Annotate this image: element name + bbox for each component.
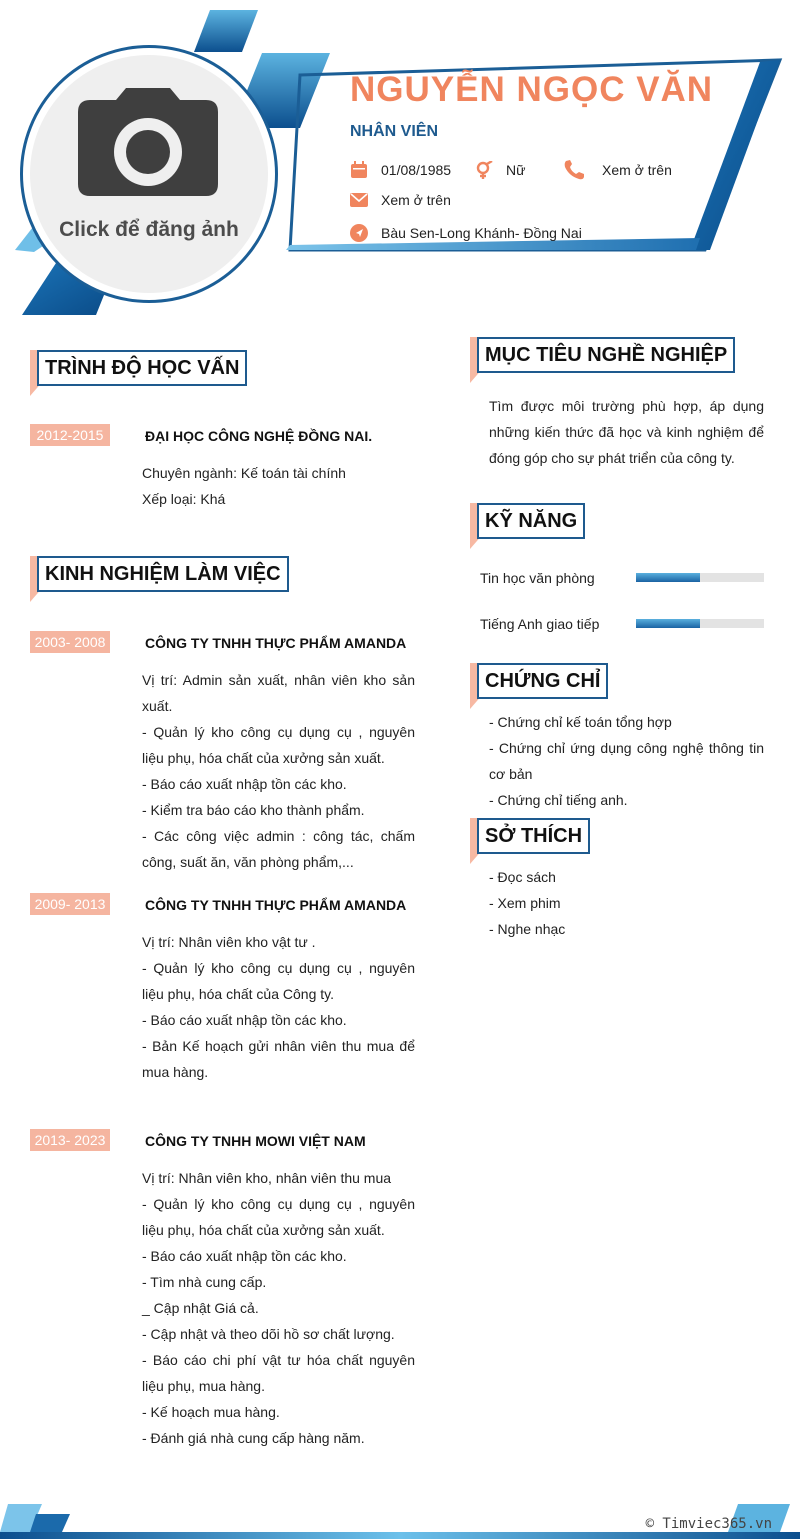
job-period: 2009- 2013 xyxy=(30,893,110,915)
job-details xyxy=(142,929,415,1085)
job-line: - Bản Kế hoạch gửi nhân viên thu mua để mua hàng. xyxy=(142,1038,415,1080)
job-period: 2013- 2023 xyxy=(30,1129,110,1151)
calendar-icon xyxy=(350,161,372,179)
phone-row xyxy=(563,161,672,179)
job-company: CÔNG TY TNHH THỰC PHẨM AMANDA xyxy=(145,897,407,913)
skill-bar xyxy=(636,573,764,582)
gender-icon xyxy=(475,161,497,179)
job-line: Vị trí: Nhân viên kho, nhân viên thu mua xyxy=(142,1170,392,1186)
skill-name: Tin học văn phòng xyxy=(480,570,595,586)
job-line: - Báo cáo xuất nhập tồn các kho. xyxy=(142,776,347,792)
certificate-item: - Chứng chỉ kế toán tổng hợp xyxy=(489,714,672,730)
job-line: - Các công việc admin : công tác, chấm công, suất ăn, văn phòng phẩm,... xyxy=(142,828,415,870)
phone-icon xyxy=(563,161,593,179)
gender-row xyxy=(475,161,525,179)
job-details xyxy=(142,1165,415,1451)
hobby-item: - Đọc sách xyxy=(489,869,556,885)
job-line: - Đánh giá nhà cung cấp hàng năm. xyxy=(142,1430,365,1446)
birthday-value: 01/08/1985 xyxy=(381,162,452,178)
job-company: CÔNG TY TNHH MOWI VIỆT NAM xyxy=(145,1133,366,1149)
certificate-item: - Chứng chỉ tiếng anh. xyxy=(489,792,628,808)
skill-bar-fill xyxy=(636,573,700,582)
certificate-item: - Chứng chỉ ứng dụng công nghệ thông tin cơ bản xyxy=(489,740,764,782)
job-period: 2003- 2008 xyxy=(30,631,110,653)
job-line: - Quản lý kho công cụ dụng cụ , nguyên liệu phụ, hóa chất của Công ty. xyxy=(142,960,415,1002)
job-line: Vị trí: Admin sản xuất, nhân viên kho sản xuất. xyxy=(142,672,415,714)
email-row xyxy=(350,191,451,209)
section-title: KINH NGHIỆM LÀM VIỆC xyxy=(37,556,289,592)
skill-name: Tiếng Anh giao tiếp xyxy=(480,616,600,632)
address-row xyxy=(350,224,582,242)
education-details xyxy=(142,460,417,512)
section-title: MỤC TIÊU NGHỀ NGHIỆP xyxy=(477,337,735,373)
section-title: KỸ NĂNG xyxy=(477,503,585,539)
job-line: - Cập nhật và theo dõi hồ sơ chất lượng. xyxy=(142,1326,395,1342)
camera-icon xyxy=(78,88,218,196)
address-value: Bàu Sen-Long Khánh- Đồng Nai xyxy=(381,225,582,241)
section-title: CHỨNG CHỈ xyxy=(477,663,608,699)
email-value: Xem ở trên xyxy=(381,192,451,208)
job-line: - Báo cáo xuất nhập tồn các kho. xyxy=(142,1248,347,1264)
skill-bar-fill xyxy=(636,619,700,628)
job-line: _ Cập nhật Giá cả. xyxy=(142,1300,259,1316)
photo-upload[interactable] xyxy=(30,55,268,293)
hobby-item: - Xem phim xyxy=(489,895,561,911)
job-line: - Tìm nhà cung cấp. xyxy=(142,1274,267,1290)
job-line: - Báo cáo xuất nhập tồn các kho. xyxy=(142,1012,347,1028)
job-line: Vị trí: Nhân viên kho vật tư . xyxy=(142,934,316,950)
candidate-name: NGUYỄN NGỌC VĂN xyxy=(350,70,714,109)
watermark: © Timviec365.vn xyxy=(645,1516,772,1532)
certificate-list xyxy=(489,709,764,813)
photo-upload-label: Click để đăng ảnh xyxy=(59,218,239,241)
job-company: CÔNG TY TNHH THỰC PHẨM AMANDA xyxy=(145,635,407,651)
job-line: - Báo cáo chi phí vật tư hóa chất nguyên liệu phụ, mua hàng. xyxy=(142,1352,415,1394)
section-title: TRÌNH ĐỘ HỌC VẤN xyxy=(37,350,247,386)
candidate-role: NHÂN VIÊN xyxy=(350,123,439,140)
job-line: - Quản lý kho công cụ dụng cụ , nguyên liệu phụ, hóa chất của xưởng sản xuất. xyxy=(142,724,415,766)
education-school: ĐẠI HỌC CÔNG NGHỆ ĐỒNG NAI. xyxy=(145,428,373,444)
education-period: 2012-2015 xyxy=(30,424,110,446)
hobby-item: - Nghe nhạc xyxy=(489,921,566,937)
education-line: Xếp loại: Khá xyxy=(142,491,226,507)
gender-value: Nữ xyxy=(506,162,526,178)
email-icon xyxy=(350,191,372,209)
section-title: SỞ THÍCH xyxy=(477,818,590,854)
job-details xyxy=(142,667,415,875)
job-line: - Kiểm tra báo cáo kho thành phẩm. xyxy=(142,802,365,818)
phone-value: Xem ở trên xyxy=(602,162,672,178)
education-line: Chuyên ngành: Kế toán tài chính xyxy=(142,465,346,481)
hobby-list xyxy=(489,864,764,942)
objective-text: Tìm được môi trường phù hợp, áp dụng những kiến thức đã học và kinh nghiệm để đóng góp cho sự phát triển của công ty. xyxy=(489,398,764,466)
job-line: - Kế hoạch mua hàng. xyxy=(142,1404,280,1420)
location-icon xyxy=(350,224,372,242)
skill-bar xyxy=(636,619,764,628)
birthday-row xyxy=(350,161,451,179)
job-line: - Quản lý kho công cụ dụng cụ , nguyên liệu phụ, hóa chất của xưởng sản xuất. xyxy=(142,1196,415,1238)
